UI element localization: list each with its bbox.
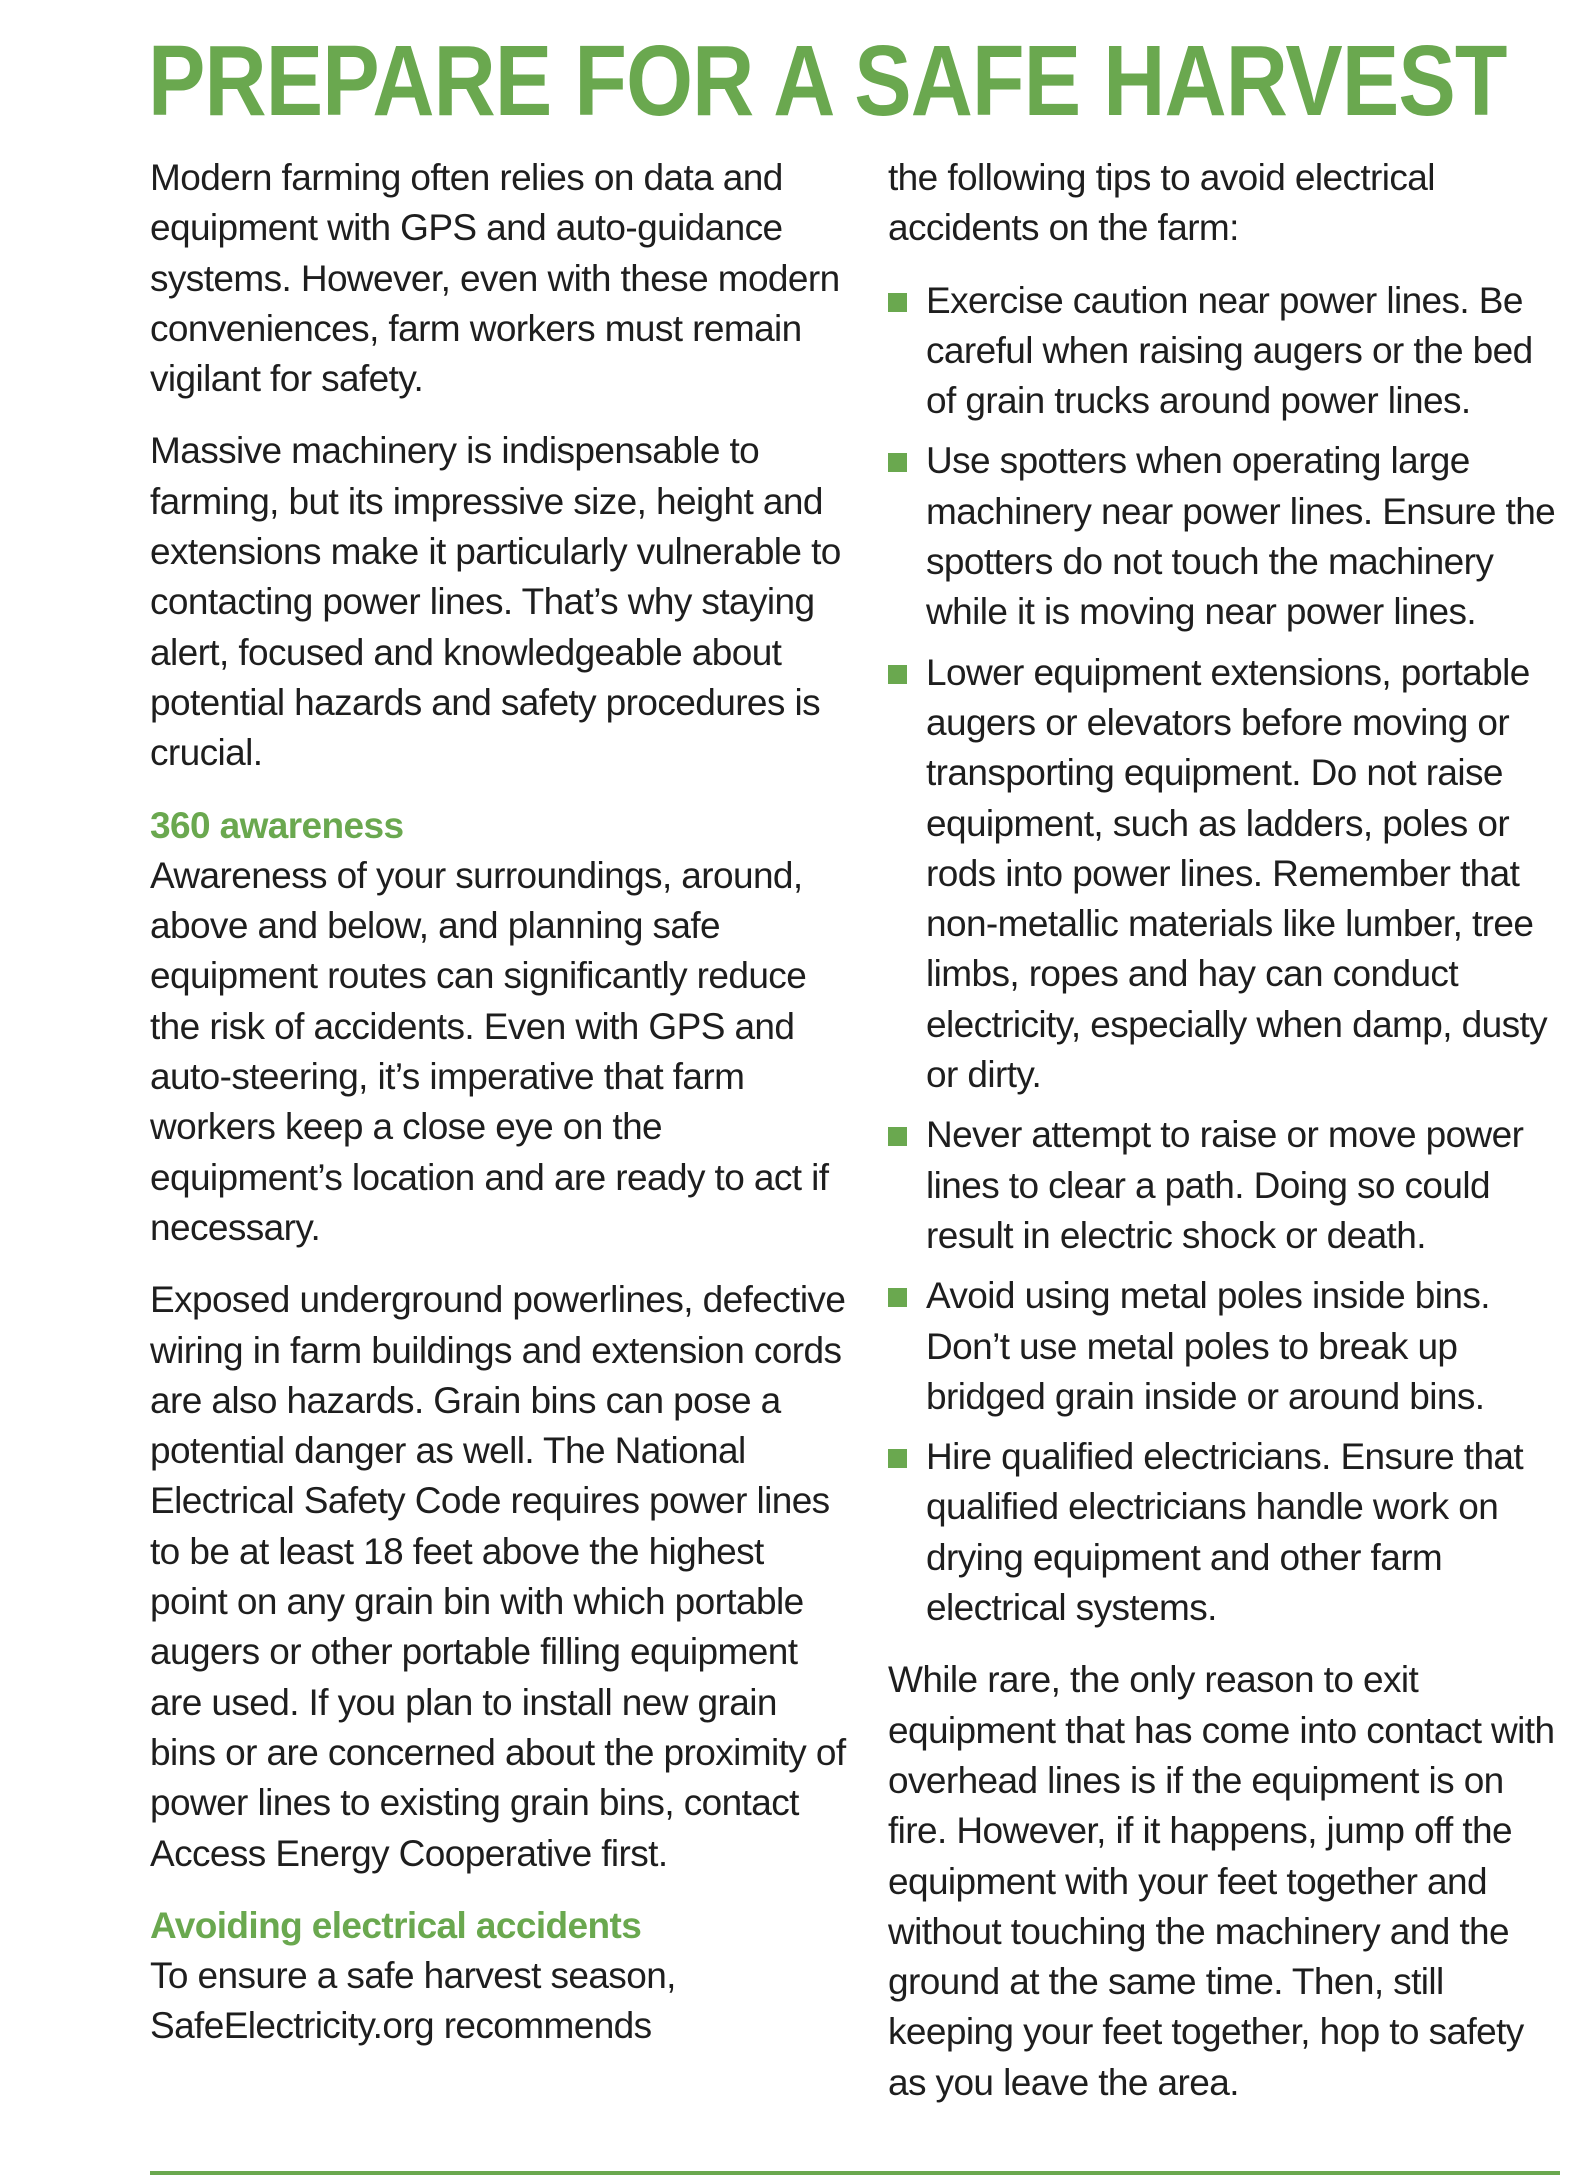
tip-text: Exercise caution near power lines. Be careful when raising augers or the bed of grain trucks around power lines. [926,279,1533,422]
avoiding-intro-continued: the following tips to avoid electrical accidents on the farm: [888,157,1435,249]
section-heading-awareness: 360 awareness [150,804,404,846]
tip-text: Hire qualified electricians. Ensure that qualified electricians handle work on drying equipment and other farm electrical systems. [926,1436,1524,1629]
tip-text: Lower equipment extensions, portable augers or elevators before moving or transporting equipment. Do not raise equipment, such as ladders, poles or rods into power lines. Remember that non-metallic materials like lumber, tree limbs, ropes and hay can conduct electricity, especially when damp, dusty or dirty. [926,651,1548,1096]
article-title: PREPARE FOR A SAFE HARVEST [148,25,1507,137]
tip-text: Use spotters when operating large machinery near power lines. Ensure the spotters do not touch the machinery while it is moving near power lines. [926,440,1556,633]
square-bullet-icon [888,453,907,472]
square-bullet-icon [888,1127,907,1146]
list-item [888,276,1568,427]
square-bullet-icon [888,1288,907,1307]
closing-paragraph: While rare, the only reason to exit equipment that has come into contact with overhead lines is if the equipment is on fire. However, if it happens, jump off the equipment with your feet together and without touching the machinery and the ground at the same time. Then, still keeping your feet together, hop to safety as you leave the area. [888,1659,1555,2103]
avoiding-intro-paragraph: To ensure a safe harvest season, SafeElectricity.org recommends [150,1955,676,2047]
list-item [888,1271,1568,1422]
square-bullet-icon [888,1449,907,1468]
list-item [888,648,1568,1101]
left-column [150,153,850,2074]
tip-text: Avoid using metal poles inside bins. Don’t use metal poles to break up bridged grain inside or around bins. [926,1275,1490,1417]
list-item [888,436,1568,637]
intro-paragraph-2: Massive machinery is indispensable to farming, but its impressive size, height and extensions make it particularly vulnerable to contacting power lines. That’s why staying alert, focused and knowledgeable about potential hazards and safety procedures is crucial. [150,430,841,774]
list-item [888,1110,1568,1261]
awareness-paragraph-2: Exposed underground powerlines, defective wiring in farm buildings and extension cords are also hazards. Grain bins can pose a potential danger as well. The National Electrical Safety Code requires power lines to be at least 18 feet above the highest point on any grain bin with which portable augers or other portable filling equipment are used. If you plan to install new grain bins or are concerned about the proximity of power lines to existing grain bins, contact Access Energy Cooperative first. [150,1279,846,1874]
awareness-paragraph-1: Awareness of your surroundings, around, above and below, and planning safe equipment routes can significantly reduce the risk of accidents. Even with GPS and auto-steering, it’s imperative that farm workers keep a close eye on the equipment’s location and are ready to act if necessary. [150,854,829,1248]
safety-tips-list [888,276,1568,1634]
intro-paragraph-1: Modern farming often relies on data and equipment with GPS and auto-guidance systems. However, even with these modern conveniences, farm workers must remain vigilant for safety. [150,157,840,400]
section-heading-avoiding: Avoiding electrical accidents [150,1904,642,1946]
list-item [888,1432,1568,1633]
tip-text: Never attempt to raise or move power lines to clear a path. Doing so could result in electric shock or death. [926,1114,1524,1256]
right-column [888,153,1568,2130]
square-bullet-icon [888,293,907,312]
square-bullet-icon [888,665,907,684]
bottom-divider [150,2171,1560,2175]
